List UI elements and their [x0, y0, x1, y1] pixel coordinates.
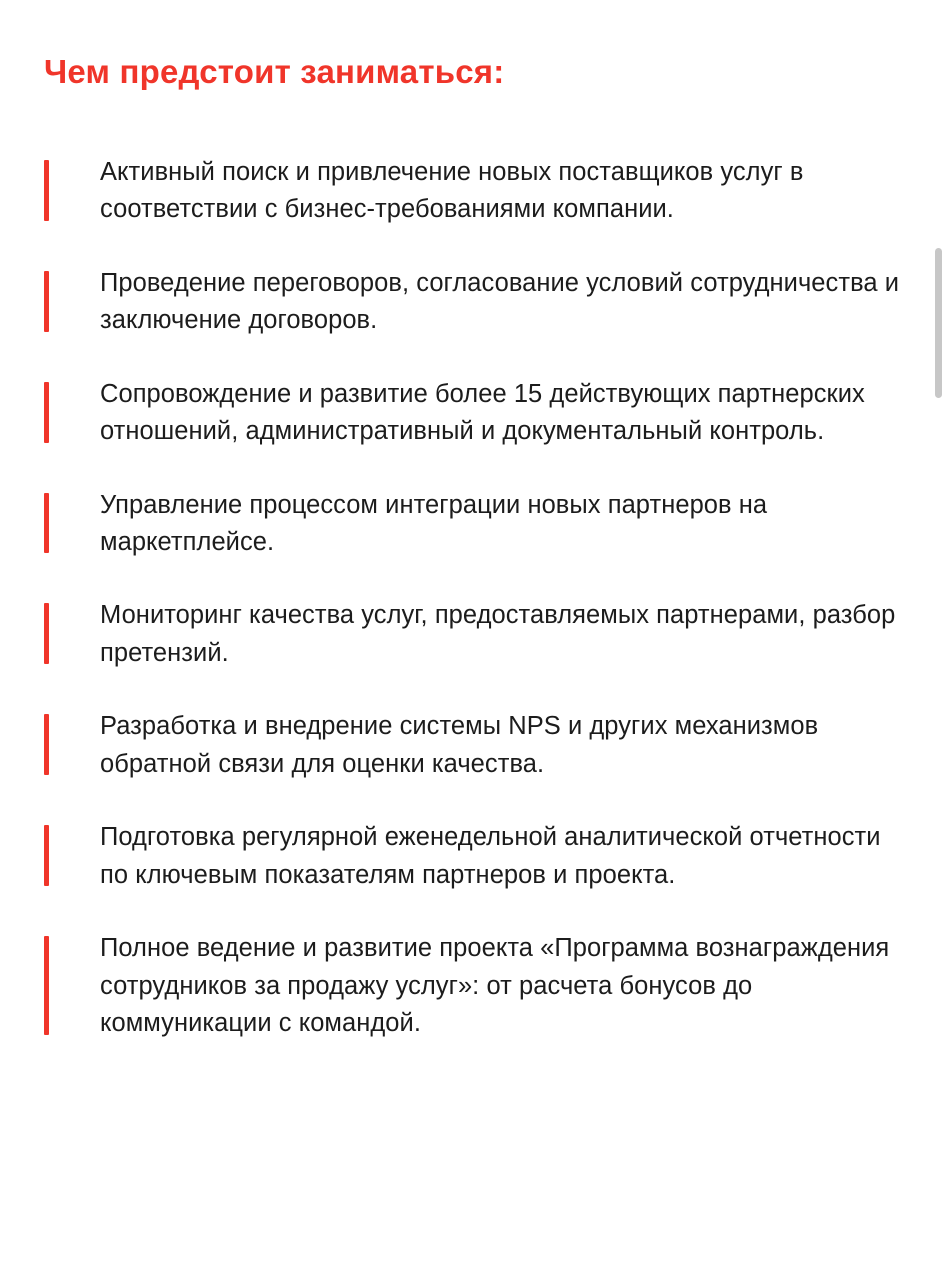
list-item-text: Сопровождение и развитие более 15 действующих партнерских отношений, административный и документальный контроль. — [100, 379, 865, 446]
list-item-text: Полное ведение и развитие проекта «Программа вознаграждения сотрудников за продажу услуг»: от расчета бонусов до коммуникации с командой. — [100, 934, 890, 1038]
bullet-bar-icon — [44, 160, 49, 221]
bullet-bar-icon — [44, 271, 49, 332]
bullet-bar-icon — [44, 714, 49, 775]
list-item-text: Мониторинг качества услуг, предоставляемых партнерами, разбор претензий. — [100, 601, 896, 667]
list-item-text: Управление процессом интеграции новых партнеров на маркетплейсе. — [100, 490, 768, 556]
bullet-bar-icon — [44, 382, 49, 443]
scrollbar-track[interactable] — [935, 0, 942, 1280]
list-item-text: Подготовка регулярной еженедельной аналитической отчетности по ключевым показателям партнеров и проекта. — [100, 823, 881, 889]
list-item — [44, 597, 900, 672]
list-item-text: Разработка и внедрение системы NPS и других механизмов обратной связи для оценки качества. — [100, 712, 819, 778]
page-title: Чем предстоит заниматься: — [44, 53, 505, 90]
bullet-bar-icon — [44, 825, 49, 886]
list-item-text: Проведение переговоров, согласование условий сотрудничества и заключение договоров. — [100, 268, 900, 335]
bullet-bar-icon — [44, 603, 49, 664]
list-item — [44, 708, 900, 783]
list-item-text: Активный поиск и привлечение новых поставщиков услуг в соответствии с бизнес-требованиями компании. — [100, 157, 804, 224]
scrollbar-thumb[interactable] — [935, 248, 942, 398]
list-item — [44, 930, 900, 1042]
responsibilities-list — [44, 154, 900, 1043]
bullet-bar-icon — [44, 493, 49, 554]
list-item — [44, 819, 900, 894]
list-item — [44, 376, 900, 451]
list-item — [44, 265, 900, 340]
bullet-bar-icon — [44, 936, 49, 1034]
list-item — [44, 487, 900, 562]
list-item — [44, 154, 900, 229]
